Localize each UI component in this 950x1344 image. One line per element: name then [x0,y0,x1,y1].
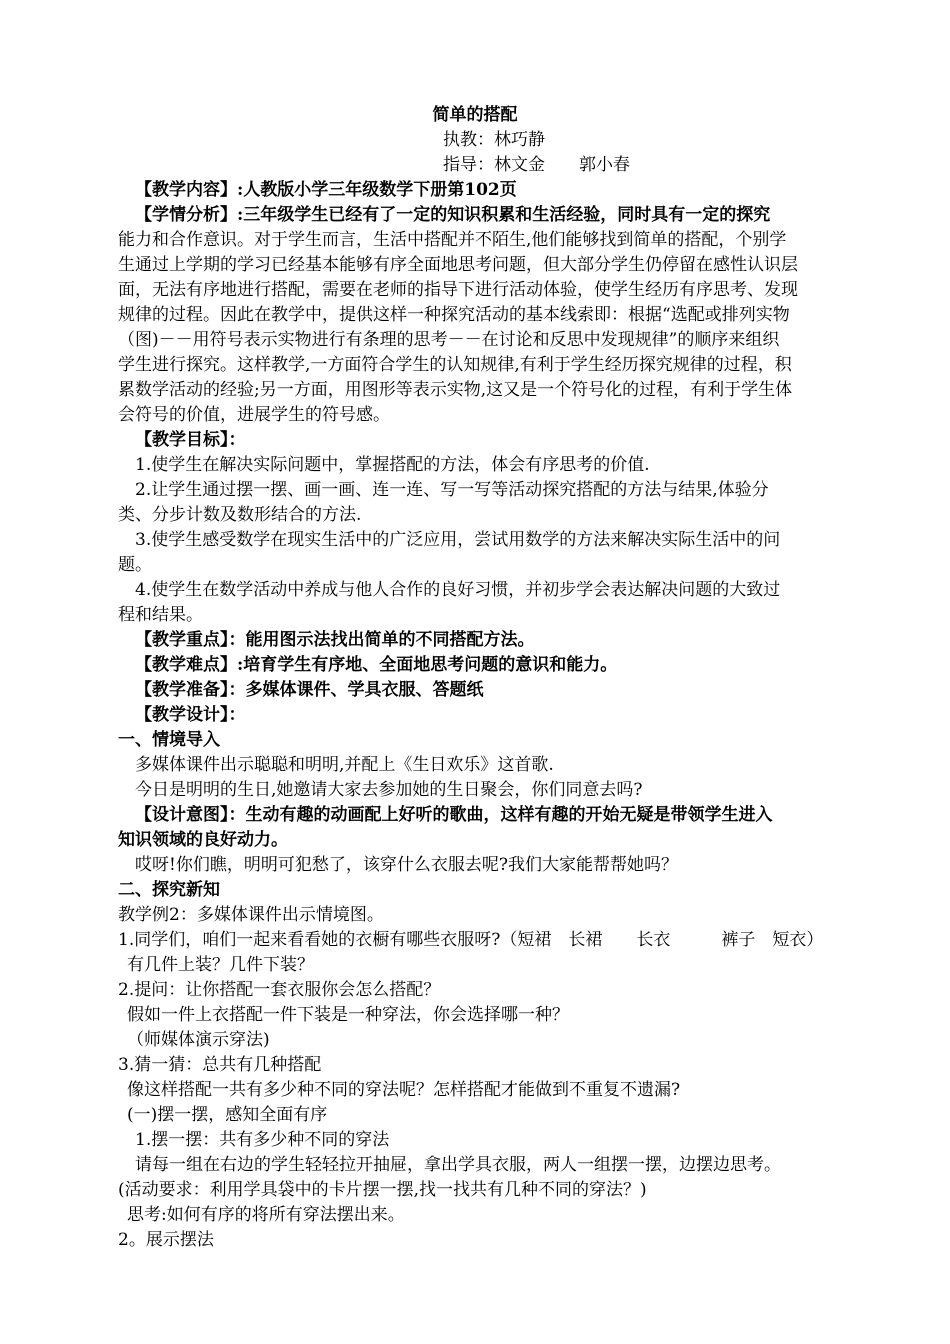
teaching-content: 【教学内容】:人教版小学三年级数学下册第102页 [135,180,517,200]
key-point: 【教学重点】：能用图示法找出简单的不同搭配方法。 [135,630,535,650]
paragraph-line: 学生进行探究。这样教学,一方面符合学生的认知规律,有利于学生经历探究规律的过程，积 [118,355,792,375]
preparation: 【教学准备】：多媒体课件、学具衣服、答题纸 [135,680,484,700]
paragraph-line: 会符号的价值，进展学生的符号感。 [118,405,390,425]
paragraph-line: 思考:如何有序的将所有穿法摆出来。 [127,1205,405,1225]
learning-analysis-heading: 【学情分析】:三年级学生已经有了一定的知识积累和生活经验，同时具有一定的探究 [135,205,771,225]
goal-item: 4.使学生在数学活动中养成与他人合作的良好习惯，并初步学会表达解决问题的大致过 [135,580,781,600]
paragraph-line: 多媒体课件出示聪聪和明明,并配上《生日欢乐》这首歌. [135,755,554,775]
goal-item: 程和结果。 [118,605,203,625]
paragraph-line: 面，无法有序地进行搭配，需要在老师的指导下进行活动体验，使学生经历有序思考、发现 [118,280,798,300]
section-heading: 一、情境导入 [118,730,220,750]
teacher-line: 执教：林巧静 [443,130,545,150]
teaching-goals-heading: 【教学目标】： [135,430,246,450]
paragraph-line: 教学例2：多媒体课件出示情境图。 [118,905,384,925]
paragraph-line: 1.摆一摆：共有多少种不同的穿法 [135,1130,390,1150]
section-heading: 二、探究新知 [118,880,220,900]
design-heading: 【教学设计】： [135,705,246,725]
paragraph-line: (一)摆一摆，感知全面有序 [127,1105,328,1125]
paragraph-line: 累数学活动的经验;另一方面，用图形等表示实物,这又是一个符号化的过程，有利于学生体 [118,380,793,400]
difficult-point: 【教学难点】:培育学生有序地、全面地思考问题的意识和能力。 [135,655,618,675]
advisor-line: 指导：林文金 郭小春 [443,155,630,175]
paragraph-line: (活动要求：利用学具袋中的卡片摆一摆,找一找共有几种不同的穿法？) [118,1180,647,1200]
paragraph-line: 今日是明明的生日,她邀请大家去参加她的生日聚会，你们同意去吗? [135,780,643,800]
goal-item: 3.使学生感受数学在现实生活中的广泛应用，尝试用数学的方法来解决实际生活中的问 [135,530,781,550]
goal-item: 题。 [118,555,152,575]
paragraph-line: （师媒体演示穿法) [127,1030,270,1050]
goal-item: 1.使学生在解决实际问题中，掌握搭配的方法，体会有序思考的价值. [135,455,650,475]
paragraph-line: 3.猜一猜：总共有几种搭配 [118,1055,322,1075]
paragraph-line: 1.同学们，咱们一起来看看她的衣橱有哪些衣服呀?（短裙 长裙 长衣 裤子 短衣） [118,930,824,950]
design-intent: 知识领域的良好动力。 [118,830,288,850]
paragraph-line: 假如一件上衣搭配一件下装是一种穿法，你会选择哪一种？ [127,1005,569,1025]
paragraph-line: 规律的过程。因此在教学中，提供这样一种探究活动的基本线索即：根据“选配或排列实物 [118,305,790,325]
paragraph-line: 2.提问：让你搭配一套衣服你会怎么搭配？ [118,980,441,1000]
goal-item: 类、分步计数及数形结合的方法. [118,505,362,525]
design-intent: 【设计意图】：生动有趣的动画配上好听的歌曲，这样有趣的开始无疑是带领学生进入 [135,805,773,825]
paragraph-line: 能力和合作意识。对于学生而言，生活中搭配并不陌生,他们能够找到简单的搭配，个别学 [118,230,787,250]
document-title: 简单的搭配 [432,105,518,125]
paragraph-line: 请每一组在右边的学生轻轻拉开抽屉，拿出学具衣服，两人一组摆一摆，边摆边思考。 [135,1155,781,1175]
paragraph-line: 2。展示摆法 [118,1230,214,1250]
goal-item: 2.让学生通过摆一摆、画一画、连一连、写一写等活动探究搭配的方法与结果,体验分 [135,480,769,500]
paragraph-line: （图)－－用符号表示实物进行有条理的思考－－在讨论和反思中发现规律”的顺序来组织 [118,330,780,350]
paragraph-line: 像这样搭配一共有多少种不同的穿法呢？怎样搭配才能做到不重复不遗漏? [127,1080,681,1100]
paragraph-line: 有几件上装？几件下装？ [127,955,314,975]
paragraph-line: 生通过上学期的学习已经基本能够有序全面地思考问题，但大部分学生仍停留在感性认识层 [118,255,798,275]
paragraph-line: 哎呀!你们瞧，明明可犯愁了，该穿什么衣服去呢?我们大家能帮帮她吗？ [135,855,678,875]
